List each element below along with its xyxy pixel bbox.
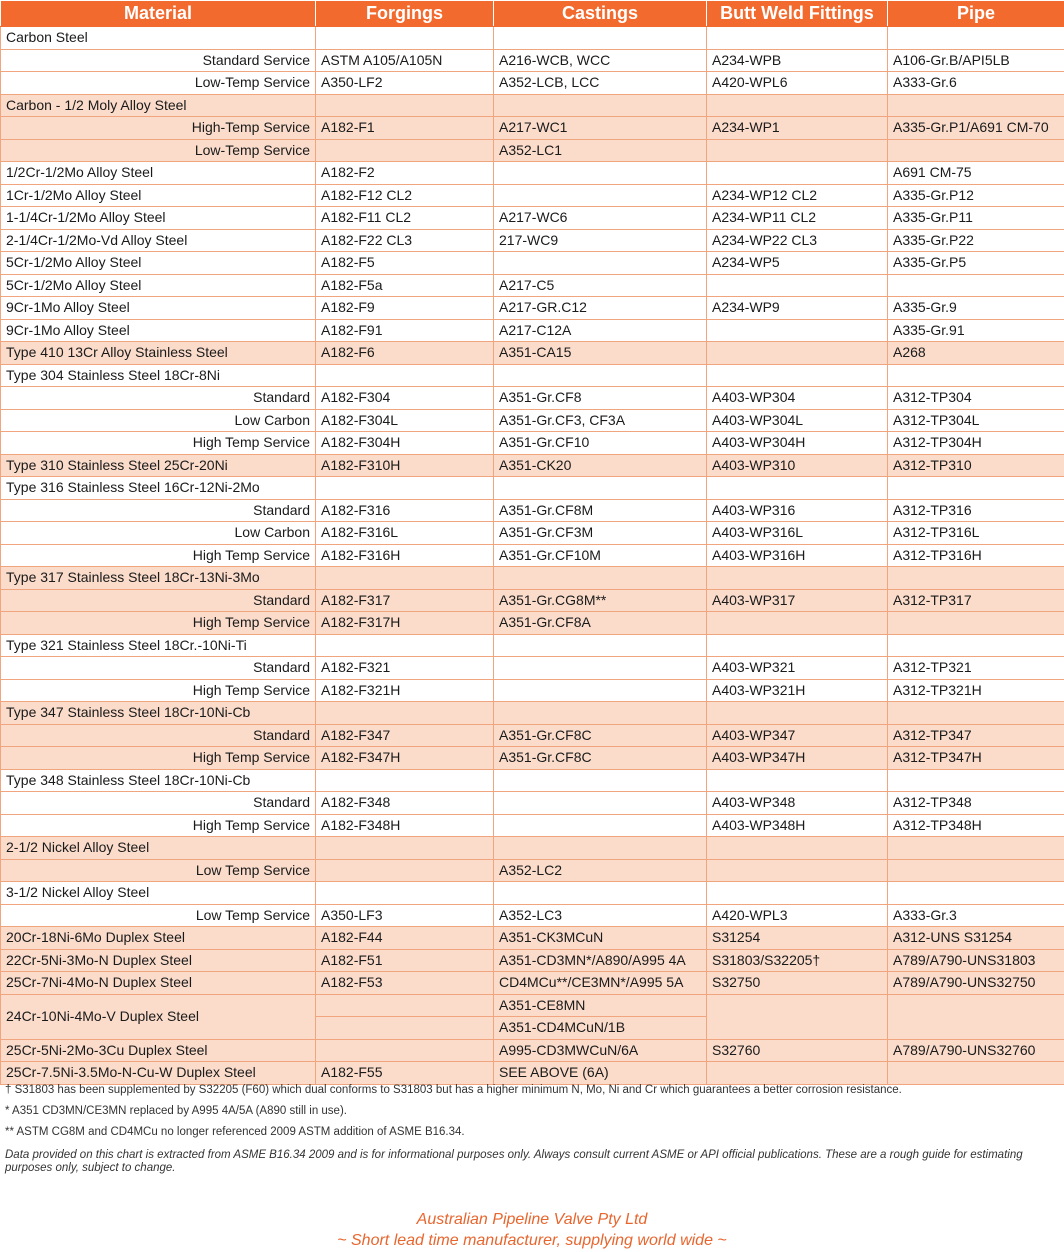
castings-cell: 217-WC9: [494, 229, 707, 252]
butt-weld-cell: [707, 567, 888, 590]
forgings-cell: A350-LF2: [316, 72, 494, 95]
table-row: [1, 162, 1064, 185]
castings-cell: CD4MCu**/CE3MN*/A995 5A: [494, 972, 707, 995]
castings-cell: A351-Gr.CF3M: [494, 522, 707, 545]
material-cell: 2-1/2 Nickel Alloy Steel: [1, 837, 316, 860]
material-cell: Standard Service: [1, 49, 316, 72]
pipe-cell: [888, 612, 1064, 635]
pipe-cell: [888, 859, 1064, 882]
forgings-cell: A182-F316: [316, 499, 494, 522]
pipe-cell: [888, 94, 1064, 117]
castings-cell: [494, 814, 707, 837]
butt-weld-cell: A403-WP304: [707, 387, 888, 410]
forgings-cell: A182-F5a: [316, 274, 494, 297]
material-cell: Low Temp Service: [1, 859, 316, 882]
material-cell: High Temp Service: [1, 679, 316, 702]
forgings-cell: A182-F91: [316, 319, 494, 342]
castings-cell: A217-WC1: [494, 117, 707, 140]
butt-weld-cell: A403-WP316: [707, 499, 888, 522]
butt-weld-cell: A403-WP348: [707, 792, 888, 815]
forgings-cell: A182-F9: [316, 297, 494, 320]
material-cell: Type 347 Stainless Steel 18Cr-10Ni-Cb: [1, 702, 316, 725]
header-pipe: Pipe: [888, 1, 1064, 27]
material-cell: Standard: [1, 724, 316, 747]
footer-tagline: ~ Short lead time manufacturer, supplying world wide ~: [337, 1232, 727, 1249]
castings-cell: A351-Gr.CF10M: [494, 544, 707, 567]
footer: [0, 1209, 1064, 1251]
pipe-cell: A789/A790-UNS32760: [888, 1039, 1064, 1062]
butt-weld-cell: [707, 162, 888, 185]
table-row: [1, 207, 1064, 230]
forgings-cell: A182-F2: [316, 162, 494, 185]
table-row: [1, 477, 1064, 500]
material-cell: 2-1/4Cr-1/2Mo-Vd Alloy Steel: [1, 229, 316, 252]
material-cell: Standard: [1, 387, 316, 410]
material-cell: 9Cr-1Mo Alloy Steel: [1, 297, 316, 320]
material-cell: Type 321 Stainless Steel 18Cr.-10Ni-Ti: [1, 634, 316, 657]
castings-cell: A217-GR.C12: [494, 297, 707, 320]
forgings-cell: A182-F348: [316, 792, 494, 815]
castings-cell: A351-Gr.CF8M: [494, 499, 707, 522]
material-cell: Standard: [1, 792, 316, 815]
butt-weld-cell: A403-WP317: [707, 589, 888, 612]
forgings-cell: A182-F347: [316, 724, 494, 747]
table-row: [1, 432, 1064, 455]
butt-weld-cell: A234-WP22 CL3: [707, 229, 888, 252]
castings-cell: A351-CA15: [494, 342, 707, 365]
butt-weld-cell: [707, 364, 888, 387]
castings-cell: [494, 702, 707, 725]
butt-weld-cell: A403-WP316H: [707, 544, 888, 567]
table-row: [1, 567, 1064, 590]
material-cell: Type 310 Stainless Steel 25Cr-20Ni: [1, 454, 316, 477]
castings-cell: A351-CE8MN: [494, 994, 707, 1017]
material-cell: Type 304 Stainless Steel 18Cr-8Ni: [1, 364, 316, 387]
pipe-cell: A312-TP316: [888, 499, 1064, 522]
table-row: [1, 724, 1064, 747]
table-row: [1, 589, 1064, 612]
castings-cell: [494, 27, 707, 50]
forgings-cell: [316, 94, 494, 117]
pipe-cell: A789/A790-UNS32750: [888, 972, 1064, 995]
table-row: [1, 769, 1064, 792]
castings-cell: A217-C5: [494, 274, 707, 297]
butt-weld-cell: A234-WP12 CL2: [707, 184, 888, 207]
pipe-cell: [888, 882, 1064, 905]
pipe-cell: [888, 702, 1064, 725]
castings-cell: A217-C12A: [494, 319, 707, 342]
table-row: [1, 387, 1064, 410]
castings-cell: A352-LC1: [494, 139, 707, 162]
forgings-cell: A182-F44: [316, 927, 494, 950]
forgings-cell: A182-F304H: [316, 432, 494, 455]
forgings-cell: A182-F12 CL2: [316, 184, 494, 207]
header-castings: Castings: [494, 1, 707, 27]
footnotes: [5, 1083, 1057, 1182]
pipe-cell: A312-TP304: [888, 387, 1064, 410]
material-cell: Low Temp Service: [1, 904, 316, 927]
castings-cell: [494, 679, 707, 702]
castings-cell: [494, 567, 707, 590]
material-cell: 22Cr-5Ni-3Mo-N Duplex Steel: [1, 949, 316, 972]
butt-weld-cell: [707, 27, 888, 50]
castings-cell: [494, 657, 707, 680]
table-row: [1, 72, 1064, 95]
pipe-cell: [888, 837, 1064, 860]
table-row: [1, 747, 1064, 770]
material-cell: High Temp Service: [1, 432, 316, 455]
pipe-cell: A789/A790-UNS31803: [888, 949, 1064, 972]
forgings-cell: A182-F321: [316, 657, 494, 680]
pipe-cell: [888, 274, 1064, 297]
butt-weld-cell: [707, 94, 888, 117]
pipe-cell: A312-TP347: [888, 724, 1064, 747]
butt-weld-cell: [707, 994, 888, 1039]
castings-cell: [494, 792, 707, 815]
table-row: [1, 679, 1064, 702]
header-material: Material: [1, 1, 316, 27]
butt-weld-cell: A403-WP304L: [707, 409, 888, 432]
table-row: [1, 837, 1064, 860]
material-cell: Standard: [1, 657, 316, 680]
castings-cell: [494, 94, 707, 117]
butt-weld-cell: [707, 634, 888, 657]
forgings-cell: A182-F310H: [316, 454, 494, 477]
butt-weld-cell: [707, 769, 888, 792]
table-row: [1, 522, 1064, 545]
castings-cell: SEE ABOVE (6A): [494, 1062, 707, 1085]
table-row: [1, 229, 1064, 252]
material-cell: 20Cr-18Ni-6Mo Duplex Steel: [1, 927, 316, 950]
table-body: [1, 27, 1064, 1085]
table-row: [1, 94, 1064, 117]
material-cell: High Temp Service: [1, 814, 316, 837]
pipe-cell: [888, 139, 1064, 162]
pipe-cell: A335-Gr.P22: [888, 229, 1064, 252]
forgings-cell: [316, 702, 494, 725]
castings-cell: A352-LC2: [494, 859, 707, 882]
header-butt-weld-fittings: Butt Weld Fittings: [707, 1, 888, 27]
footnote-dagger: † S31803 has been supplemented by S32205 (F60) which dual conforms to S31803 but has a higher minimum N, Mo, Ni and Cr which guarantees a better corrosion resistance.: [5, 1084, 902, 1096]
pipe-cell: A333-Gr.3: [888, 904, 1064, 927]
pipe-cell: [888, 364, 1064, 387]
butt-weld-cell: [707, 319, 888, 342]
pipe-cell: [888, 769, 1064, 792]
material-cell: High Temp Service: [1, 747, 316, 770]
pipe-cell: A333-Gr.6: [888, 72, 1064, 95]
castings-cell: [494, 184, 707, 207]
castings-cell: A352-LC3: [494, 904, 707, 927]
forgings-cell: [316, 139, 494, 162]
forgings-cell: A182-F316H: [316, 544, 494, 567]
forgings-cell: ASTM A105/A105N: [316, 49, 494, 72]
pipe-cell: A312-TP348: [888, 792, 1064, 815]
forgings-cell: A182-F6: [316, 342, 494, 365]
castings-cell: A351-CK20: [494, 454, 707, 477]
pipe-cell: [888, 27, 1064, 50]
butt-weld-cell: A403-WP348H: [707, 814, 888, 837]
table-row: [1, 1039, 1064, 1062]
butt-weld-cell: S31254: [707, 927, 888, 950]
castings-cell: [494, 837, 707, 860]
forgings-cell: A182-F321H: [316, 679, 494, 702]
pipe-cell: A335-Gr.91: [888, 319, 1064, 342]
forgings-cell: [316, 1017, 494, 1040]
table-row: [1, 994, 1064, 1017]
material-cell: 25Cr-7Ni-4Mo-N Duplex Steel: [1, 972, 316, 995]
table-row: [1, 27, 1064, 50]
table-row: [1, 274, 1064, 297]
pipe-cell: [888, 634, 1064, 657]
material-cell: 25Cr-7.5Ni-3.5Mo-N-Cu-W Duplex Steel: [1, 1062, 316, 1085]
material-cell: High-Temp Service: [1, 117, 316, 140]
butt-weld-cell: A403-WP304H: [707, 432, 888, 455]
pipe-cell: A335-Gr.P1/A691 CM-70: [888, 117, 1064, 140]
footnote-double-asterisk: ** ASTM CG8M and CD4MCu no longer referenced 2009 ASTM addition of ASME B16.34.: [5, 1126, 465, 1138]
pipe-cell: A312-TP316L: [888, 522, 1064, 545]
butt-weld-cell: A234-WPB: [707, 49, 888, 72]
material-cell: Type 316 Stainless Steel 16Cr-12Ni-2Mo: [1, 477, 316, 500]
forgings-cell: A350-LF3: [316, 904, 494, 927]
castings-cell: A351-Gr.CF8: [494, 387, 707, 410]
pipe-cell: A312-TP347H: [888, 747, 1064, 770]
butt-weld-cell: [707, 139, 888, 162]
material-cell: Type 317 Stainless Steel 18Cr-13Ni-3Mo: [1, 567, 316, 590]
material-cell: 5Cr-1/2Mo Alloy Steel: [1, 252, 316, 275]
material-cell: Type 410 13Cr Alloy Stainless Steel: [1, 342, 316, 365]
header-forgings: Forgings: [316, 1, 494, 27]
pipe-cell: A312-TP321H: [888, 679, 1064, 702]
butt-weld-cell: A403-WP310: [707, 454, 888, 477]
forgings-cell: [316, 769, 494, 792]
table-row: [1, 814, 1064, 837]
pipe-cell: [888, 994, 1064, 1039]
butt-weld-cell: A403-WP316L: [707, 522, 888, 545]
castings-cell: A352-LCB, LCC: [494, 72, 707, 95]
castings-cell: [494, 364, 707, 387]
butt-weld-cell: [707, 837, 888, 860]
material-cell: Carbon - 1/2 Moly Alloy Steel: [1, 94, 316, 117]
pipe-cell: A268: [888, 342, 1064, 365]
butt-weld-cell: A234-WP9: [707, 297, 888, 320]
material-cell: 25Cr-5Ni-2Mo-3Cu Duplex Steel: [1, 1039, 316, 1062]
material-cell: Low-Temp Service: [1, 139, 316, 162]
castings-cell: [494, 162, 707, 185]
table-row: [1, 949, 1064, 972]
forgings-cell: A182-F347H: [316, 747, 494, 770]
pipe-cell: A312-TP310: [888, 454, 1064, 477]
castings-cell: A351-Gr.CF8C: [494, 724, 707, 747]
table-row: [1, 409, 1064, 432]
forgings-cell: A182-F348H: [316, 814, 494, 837]
pipe-cell: A312-TP321: [888, 657, 1064, 680]
forgings-cell: [316, 477, 494, 500]
butt-weld-cell: S31803/S32205†: [707, 949, 888, 972]
pipe-cell: A335-Gr.P11: [888, 207, 1064, 230]
material-cell: High Temp Service: [1, 544, 316, 567]
forgings-cell: [316, 364, 494, 387]
table-row: [1, 319, 1064, 342]
butt-weld-cell: A420-WPL6: [707, 72, 888, 95]
pipe-cell: A312-TP316H: [888, 544, 1064, 567]
forgings-cell: [316, 27, 494, 50]
butt-weld-cell: [707, 612, 888, 635]
forgings-cell: A182-F22 CL3: [316, 229, 494, 252]
castings-cell: [494, 882, 707, 905]
table-row: [1, 117, 1064, 140]
material-cell: High Temp Service: [1, 612, 316, 635]
table-row: [1, 184, 1064, 207]
castings-cell: A217-WC6: [494, 207, 707, 230]
butt-weld-cell: [707, 274, 888, 297]
table-row: [1, 139, 1064, 162]
forgings-cell: A182-F304L: [316, 409, 494, 432]
material-cell: Type 348 Stainless Steel 18Cr-10Ni-Cb: [1, 769, 316, 792]
table-row: [1, 342, 1064, 365]
pipe-cell: A335-Gr.P5: [888, 252, 1064, 275]
table-row: [1, 297, 1064, 320]
pipe-cell: [888, 477, 1064, 500]
header-row: [1, 1, 1064, 27]
pipe-cell: A335-Gr.P12: [888, 184, 1064, 207]
butt-weld-cell: S32760: [707, 1039, 888, 1062]
forgings-cell: [316, 634, 494, 657]
castings-cell: [494, 634, 707, 657]
butt-weld-cell: [707, 702, 888, 725]
forgings-cell: A182-F316L: [316, 522, 494, 545]
pipe-cell: A691 CM-75: [888, 162, 1064, 185]
castings-cell: A351-Gr.CG8M**: [494, 589, 707, 612]
castings-cell: [494, 769, 707, 792]
butt-weld-cell: A403-WP321H: [707, 679, 888, 702]
table-row: [1, 499, 1064, 522]
forgings-cell: A182-F317H: [316, 612, 494, 635]
castings-cell: A995-CD3MWCuN/6A: [494, 1039, 707, 1062]
table-row: [1, 927, 1064, 950]
castings-cell: A351-CD3MN*/A890/A995 4A: [494, 949, 707, 972]
table-row: [1, 1062, 1064, 1085]
castings-cell: A351-Gr.CF8C: [494, 747, 707, 770]
castings-cell: A351-Gr.CF10: [494, 432, 707, 455]
material-cell: 9Cr-1Mo Alloy Steel: [1, 319, 316, 342]
material-cell: Low-Temp Service: [1, 72, 316, 95]
table-row: [1, 972, 1064, 995]
pipe-cell: A335-Gr.9: [888, 297, 1064, 320]
pipe-cell: [888, 567, 1064, 590]
table-row: [1, 702, 1064, 725]
material-cell: 1/2Cr-1/2Mo Alloy Steel: [1, 162, 316, 185]
pipe-cell: A312-TP317: [888, 589, 1064, 612]
pipe-cell: A312-TP304L: [888, 409, 1064, 432]
forgings-cell: A182-F53: [316, 972, 494, 995]
forgings-cell: A182-F1: [316, 117, 494, 140]
forgings-cell: [316, 882, 494, 905]
castings-cell: A351-Gr.CF8A: [494, 612, 707, 635]
material-cell: 5Cr-1/2Mo Alloy Steel: [1, 274, 316, 297]
material-cell: Low Carbon: [1, 409, 316, 432]
butt-weld-cell: A403-WP321: [707, 657, 888, 680]
forgings-cell: A182-F317: [316, 589, 494, 612]
pipe-cell: [888, 1062, 1064, 1085]
material-cell: 24Cr-10Ni-4Mo-V Duplex Steel: [1, 994, 316, 1039]
table-row: [1, 792, 1064, 815]
castings-cell: A216-WCB, WCC: [494, 49, 707, 72]
forgings-cell: A182-F11 CL2: [316, 207, 494, 230]
butt-weld-cell: [707, 859, 888, 882]
table-row: [1, 882, 1064, 905]
material-cell: Carbon Steel: [1, 27, 316, 50]
butt-weld-cell: [707, 477, 888, 500]
table-row: [1, 612, 1064, 635]
table-row: [1, 859, 1064, 882]
castings-cell: A351-CD4MCuN/1B: [494, 1017, 707, 1040]
material-cell: 1Cr-1/2Mo Alloy Steel: [1, 184, 316, 207]
disclaimer: Data provided on this chart is extracted from ASME B16.34 2009 and is for informational purposes only. Always consult current ASME or API official publications. These are a rough guide for estimating purposes only, subject to change.: [5, 1149, 1023, 1174]
table-row: [1, 544, 1064, 567]
footer-company: Australian Pipeline Valve Pty Ltd: [416, 1211, 648, 1228]
pipe-cell: A312-TP348H: [888, 814, 1064, 837]
material-cell: Standard: [1, 499, 316, 522]
forgings-cell: A182-F5: [316, 252, 494, 275]
forgings-cell: A182-F304: [316, 387, 494, 410]
material-cell: Standard: [1, 589, 316, 612]
castings-cell: A351-Gr.CF3, CF3A: [494, 409, 707, 432]
pipe-cell: A312-TP304H: [888, 432, 1064, 455]
forgings-cell: [316, 837, 494, 860]
butt-weld-cell: S32750: [707, 972, 888, 995]
forgings-cell: [316, 567, 494, 590]
castings-cell: A351-CK3MCuN: [494, 927, 707, 950]
butt-weld-cell: A403-WP347: [707, 724, 888, 747]
butt-weld-cell: [707, 882, 888, 905]
material-cell: 1-1/4Cr-1/2Mo Alloy Steel: [1, 207, 316, 230]
butt-weld-cell: [707, 1062, 888, 1085]
butt-weld-cell: A420-WPL3: [707, 904, 888, 927]
material-cell: 3-1/2 Nickel Alloy Steel: [1, 882, 316, 905]
butt-weld-cell: A403-WP347H: [707, 747, 888, 770]
table-row: [1, 454, 1064, 477]
castings-cell: [494, 252, 707, 275]
material-cell: Low Carbon: [1, 522, 316, 545]
butt-weld-cell: [707, 342, 888, 365]
butt-weld-cell: A234-WP5: [707, 252, 888, 275]
footnote-asterisk: * A351 CD3MN/CE3MN replaced by A995 4A/5A (A890 still in use).: [5, 1105, 347, 1117]
forgings-cell: A182-F55: [316, 1062, 494, 1085]
table-row: [1, 634, 1064, 657]
pipe-cell: A312-UNS S31254: [888, 927, 1064, 950]
butt-weld-cell: A234-WP11 CL2: [707, 207, 888, 230]
pipe-cell: A106-Gr.B/API5LB: [888, 49, 1064, 72]
forgings-cell: [316, 1039, 494, 1062]
castings-cell: [494, 477, 707, 500]
table-row: [1, 49, 1064, 72]
forgings-cell: [316, 994, 494, 1017]
forgings-cell: A182-F51: [316, 949, 494, 972]
forgings-cell: [316, 859, 494, 882]
table-row: [1, 252, 1064, 275]
table-row: [1, 904, 1064, 927]
table-row: [1, 657, 1064, 680]
table-row: [1, 364, 1064, 387]
butt-weld-cell: A234-WP1: [707, 117, 888, 140]
